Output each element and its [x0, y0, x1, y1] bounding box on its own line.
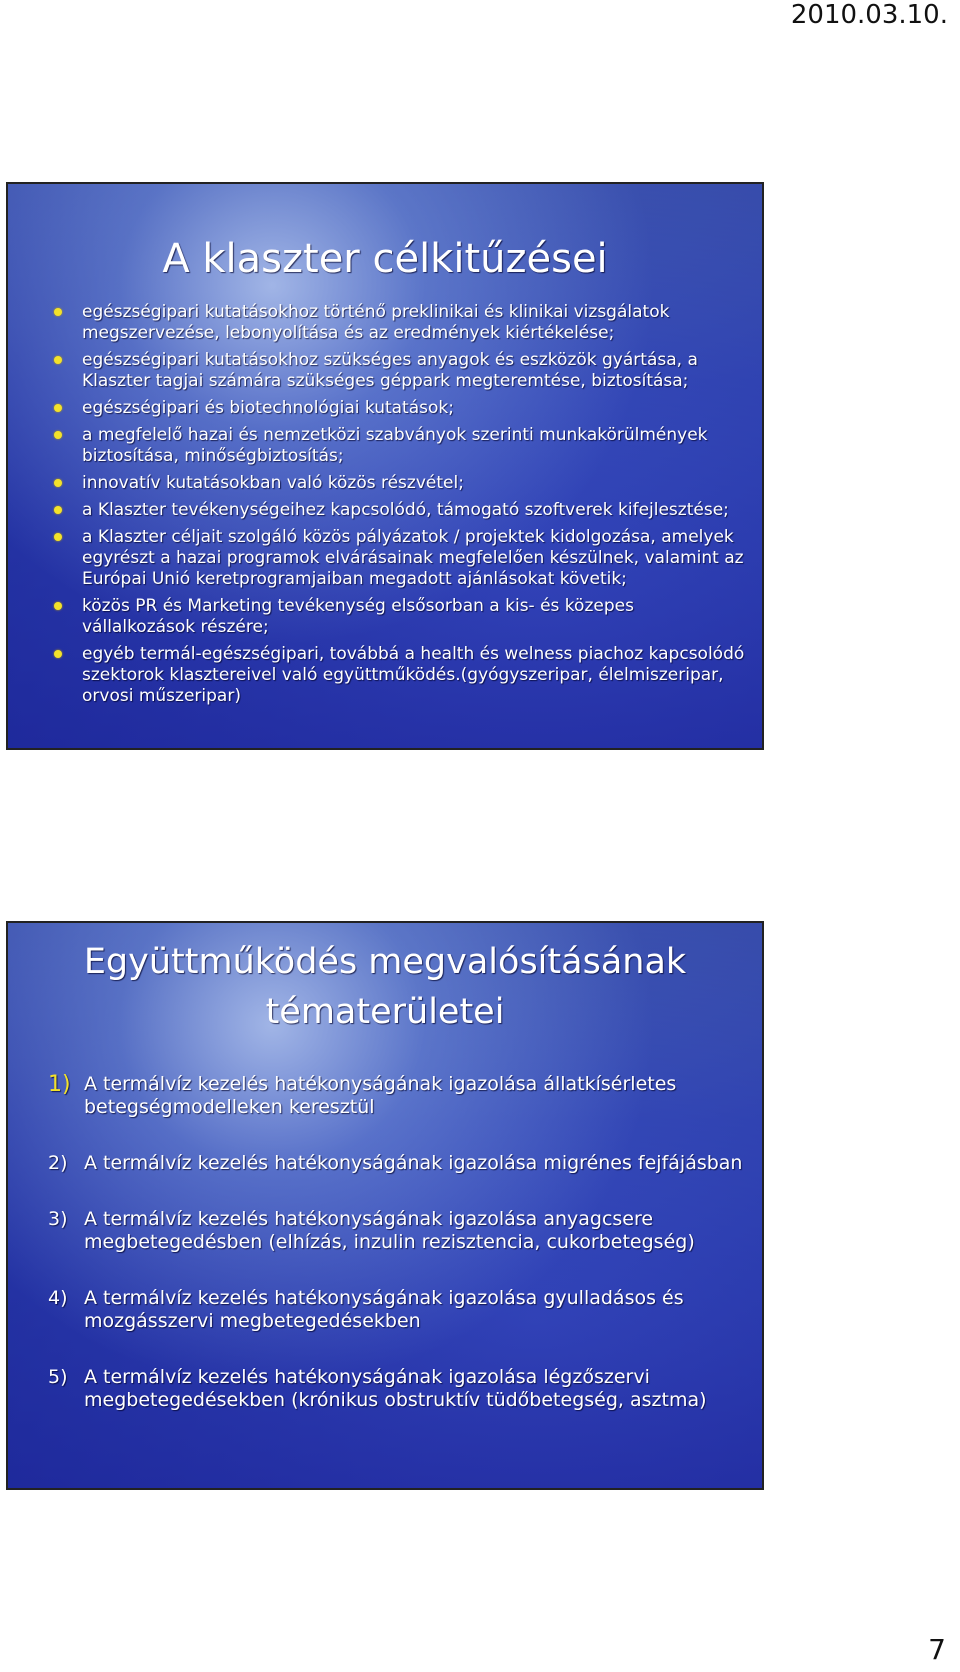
- list-item: a Klaszter tevékenységeihez kapcsolódó, támogató szoftverek kifejlesztése;: [48, 500, 748, 521]
- list-item: egészségipari és biotechnológiai kutatások;: [48, 398, 748, 419]
- item-number: 5): [48, 1366, 68, 1388]
- item-number: 3): [48, 1208, 68, 1230]
- item-number: 1): [48, 1072, 71, 1097]
- list-item: 3) A termálvíz kezelés hatékonyságának igazolása anyagcsere megbetegedésben (elhízás, inzulin rezisztencia, cukorbetegség): [48, 1208, 695, 1253]
- list-item: 5) A termálvíz kezelés hatékonyságának igazolása légzőszervi megbetegedésekben (krónikus obstruktív tüdőbetegség, asztma): [48, 1366, 707, 1411]
- list-item: a Klaszter céljait szolgáló közös pályázatok / projektek kidolgozása, amelyek egyrészt a hazai programok elvárásainak megfelelően készülnek, valamint az Európai Unió keretprogramjaiban megadott ajánlásokat követik;: [48, 527, 748, 590]
- bullet-dot-icon: [54, 356, 62, 364]
- list-item: 4) A termálvíz kezelés hatékonyságának igazolása gyulladásos és mozgásszervi megbetegedésekben: [48, 1287, 684, 1332]
- slide-cluster-goals: [6, 182, 764, 750]
- item-number: 2): [48, 1152, 68, 1174]
- list-item: 1) A termálvíz kezelés hatékonyságának igazolása állatkísérletes betegségmodelleken keresztül: [48, 1072, 677, 1118]
- slide-cooperation-topics: [6, 921, 764, 1490]
- bullet-dot-icon: [54, 650, 62, 658]
- bullet-dot-icon: [54, 506, 62, 514]
- goals-list: [48, 302, 748, 713]
- list-item: egyéb termál-egészségipari, továbbá a health és welness piachoz kapcsolódó szektorok klasztereivel való együttműködés.(gyógyszeripar, élelmiszeripar, orvosi műszeripar): [48, 644, 748, 707]
- bullet-dot-icon: [54, 602, 62, 610]
- bullet-dot-icon: [54, 404, 62, 412]
- slide-title: Együttműködés megvalósításának tématerületei: [83, 942, 687, 1032]
- bullet-dot-icon: [54, 479, 62, 487]
- list-item: 2) A termálvíz kezelés hatékonyságának igazolása migrénes fejfájásban: [48, 1152, 743, 1174]
- slide-title: A klaszter célkitűzései: [162, 236, 608, 282]
- list-item: a megfelelő hazai és nemzetközi szabványok szerinti munkakörülmények biztosítása, minőségbiztosítás;: [48, 425, 748, 467]
- date-label: 2010.03.10.: [790, 0, 948, 30]
- list-item: innovatív kutatásokban való közös részvétel;: [48, 473, 748, 494]
- page-number: 7: [928, 1633, 946, 1666]
- bullet-dot-icon: [54, 533, 62, 541]
- bullet-dot-icon: [54, 431, 62, 439]
- bullet-dot-icon: [54, 308, 62, 316]
- list-item: közös PR és Marketing tevékenység elsősorban a kis- és közepes vállalkozások részére;: [48, 596, 748, 638]
- item-number: 4): [48, 1287, 68, 1309]
- list-item: egészségipari kutatásokhoz történő preklinikai és klinikai vizsgálatok megszervezése, lebonyolítása és az eredmények kiértékelése;: [48, 302, 748, 344]
- topics-list: [48, 1073, 748, 1412]
- list-item: egészségipari kutatásokhoz szükséges anyagok és eszközök gyártása, a Klaszter tagjai számára szükséges géppark megteremtése, biztosítása;: [48, 350, 748, 392]
